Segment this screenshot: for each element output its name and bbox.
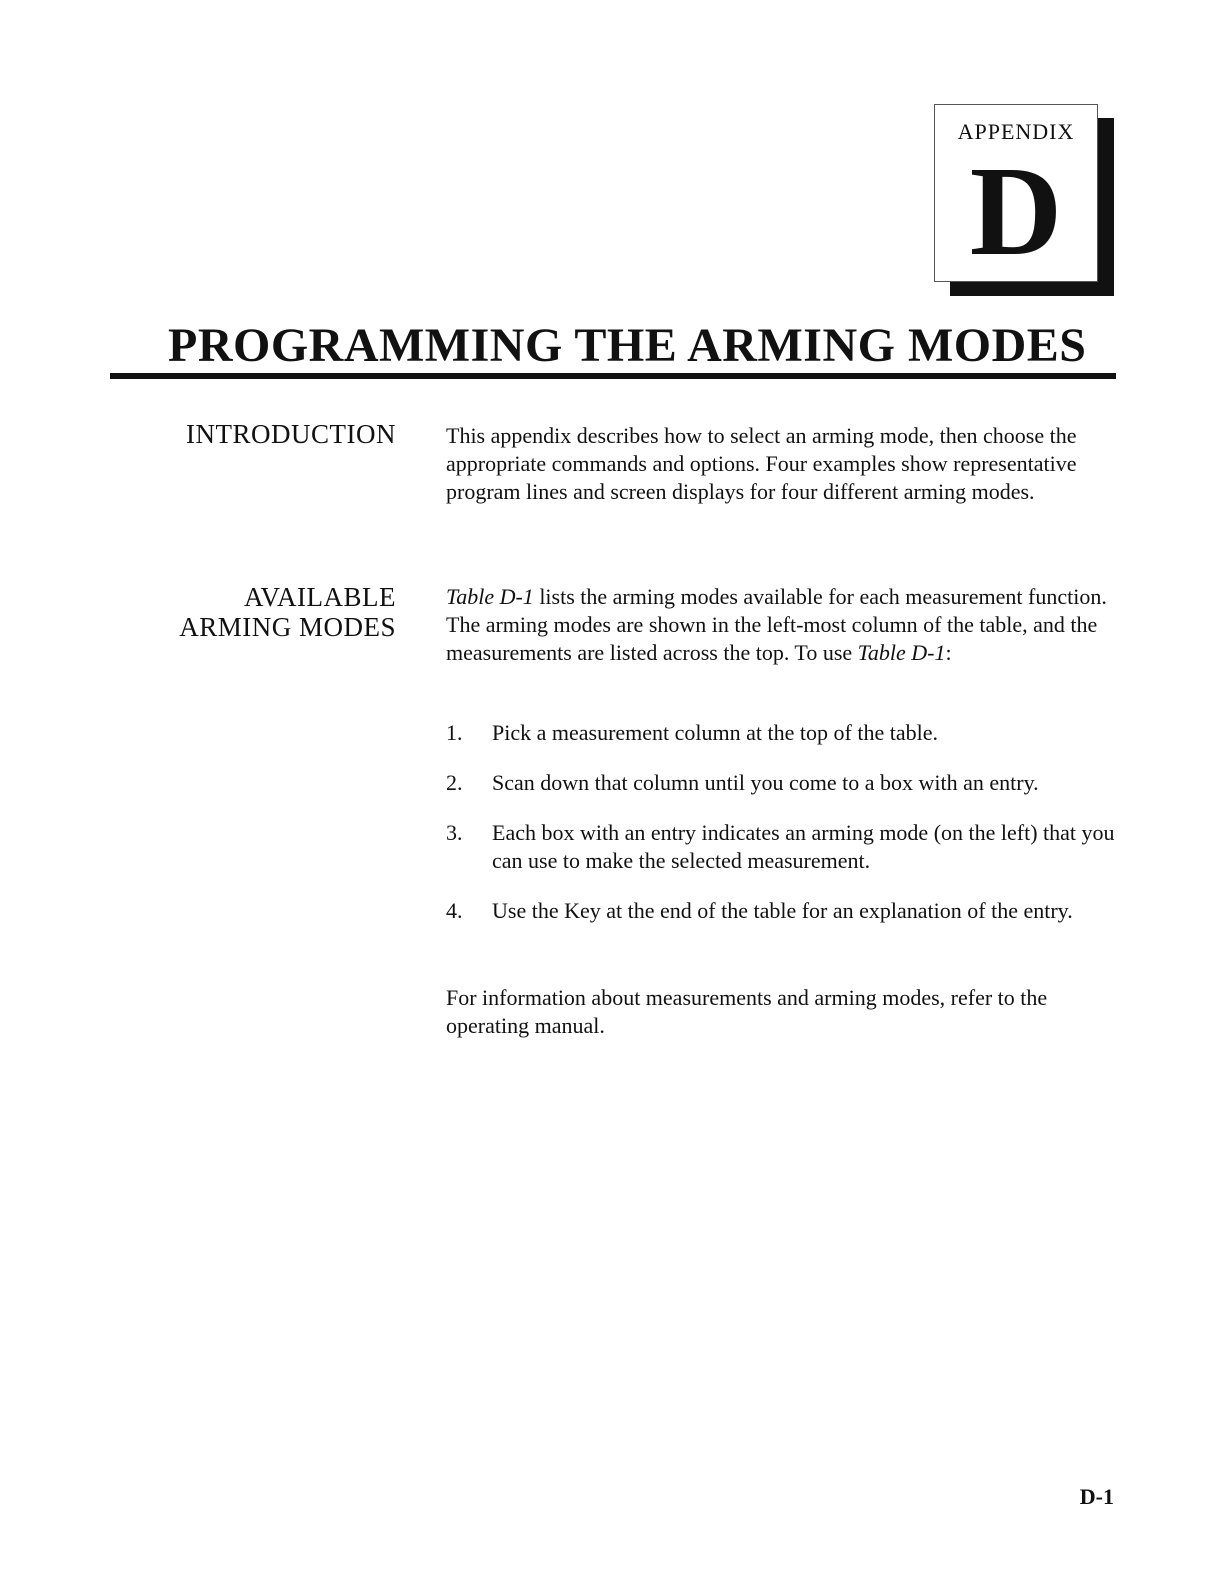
list-item — [446, 819, 1116, 875]
appendix-tab — [934, 104, 1098, 282]
list-item — [446, 719, 1116, 747]
introduction-heading-text: INTRODUCTION — [186, 419, 396, 449]
available-arming-modes-body — [446, 583, 1116, 667]
step-text: Each box with an entry indicates an arming mode (on the left) that you can use to make the selected measurement. — [492, 820, 1115, 873]
heading-line-1: AVAILABLE — [243, 582, 396, 612]
appendix-letter: D — [969, 140, 1063, 282]
steps-list — [446, 719, 1116, 925]
closing-paragraph: For information about measurements and arming modes, refer to the operating manual. — [446, 985, 1048, 1038]
step-text: Scan down that column until you come to a box with an entry. — [492, 770, 1039, 795]
available-arming-modes-heading — [179, 582, 396, 642]
table-reference: Table D-1 — [446, 584, 534, 609]
title-rule — [110, 373, 1116, 379]
step-number: 1. — [446, 720, 463, 745]
step-number: 4. — [446, 898, 463, 923]
page-number: D-1 — [1079, 1484, 1114, 1509]
step-number: 2. — [446, 770, 463, 795]
step-number: 3. — [446, 820, 463, 845]
page-title: PROGRAMMING THE ARMING MODES — [168, 319, 1087, 372]
step-text: Use the Key at the end of the table for an explanation of the entry. — [492, 898, 1073, 923]
body-text: : — [945, 640, 952, 665]
appendix-label: APPENDIX — [957, 119, 1075, 144]
step-text: Pick a measurement column at the top of the table. — [492, 720, 938, 745]
list-item — [446, 769, 1116, 797]
table-reference: Table D-1 — [857, 640, 946, 665]
list-item — [446, 897, 1116, 925]
introduction-heading — [186, 419, 396, 449]
introduction-body: This appendix describes how to select an arming mode, then choose the appropriate commands and options. Four examples show representative program lines and screen displays for four different arming modes. — [446, 423, 1077, 504]
body-text: lists the arming modes available for each measurement function. The arming modes are shown in the left-most column of the table, and the measurements are listed across the top. To use — [446, 584, 1107, 665]
heading-line-2: ARMING MODES — [179, 612, 396, 642]
